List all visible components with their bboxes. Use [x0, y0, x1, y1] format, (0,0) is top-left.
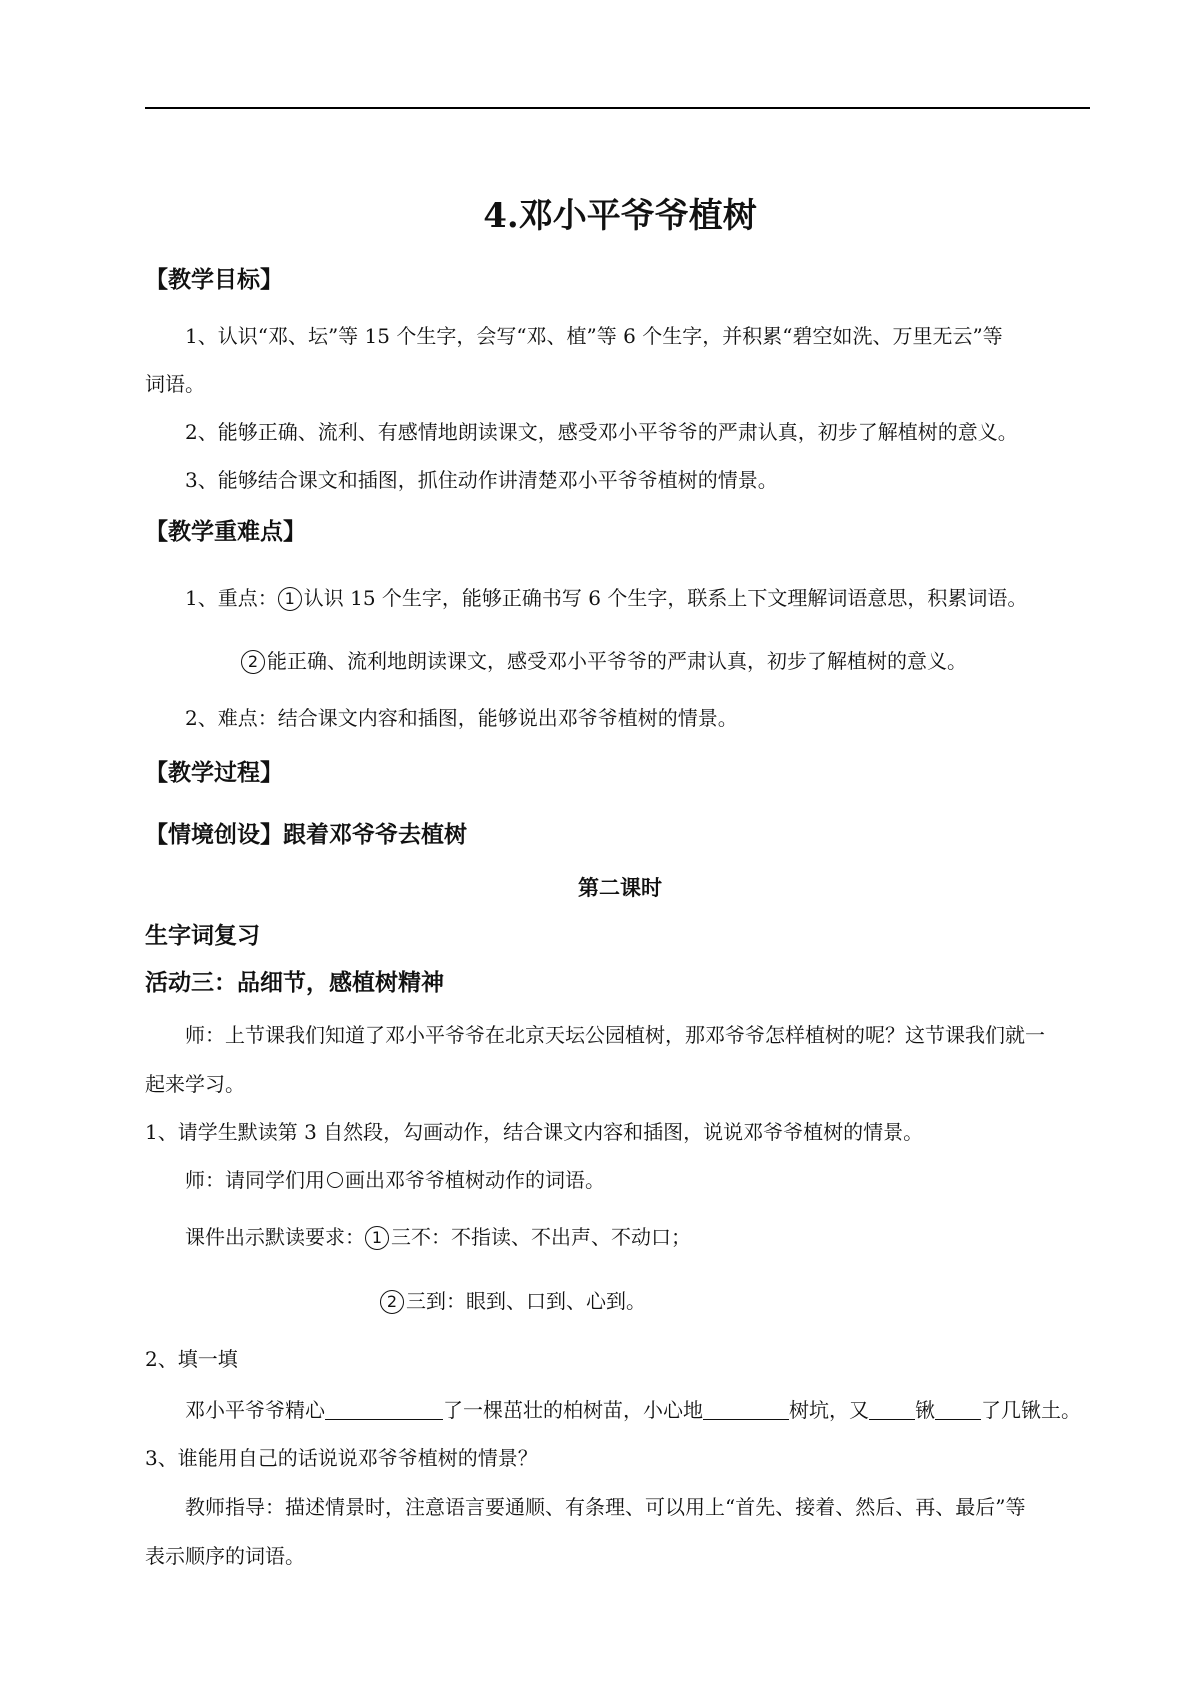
goal-1-line-2: 词语。 [145, 372, 205, 396]
teacher-guide-line-1: 教师指导：描述情景时，注意语言要通顺、有条理、可以用上“首先、接着、然后、再、最后”等 [185, 1495, 1026, 1519]
fill-in-sentence [185, 1396, 1081, 1424]
teacher-intro-line-2: 起来学习。 [145, 1072, 245, 1096]
circled-number-2: 2 [380, 1290, 404, 1314]
activity-three: 活动三：品细节，感植树精神 [145, 970, 444, 996]
teacher-intro-line-1: 师：上节课我们知道了邓小平爷爷在北京天坛公园植树，那邓爷爷怎样植树的呢？这节课我们就一 [185, 1023, 1045, 1047]
fill-blank-2[interactable] [703, 1397, 789, 1420]
fill-text-c: 树坑，又 [789, 1398, 869, 1422]
header-rule [145, 107, 1090, 109]
difficulty-point: 2、难点：结合课文内容和插图，能够说出邓爷爷植树的情景。 [185, 706, 738, 730]
req-text-2: 三到：眼到、口到、心到。 [406, 1289, 646, 1313]
heading-teaching-goals: 【教学目标】 [145, 267, 283, 293]
teacher-guide-line-2: 表示顺序的词语。 [145, 1544, 305, 1568]
lesson-label: 第二课时 [578, 876, 662, 900]
step-1-teacher [185, 1166, 605, 1194]
reading-requirement-2 [380, 1287, 646, 1315]
circle-mark-icon [327, 1172, 343, 1188]
step-1-teacher-a: 师：请同学们用 [185, 1168, 325, 1192]
fill-blank-4[interactable] [935, 1397, 981, 1420]
fill-text-a: 邓小平爷爷精心 [185, 1398, 325, 1422]
fill-text-e: 了几锹土。 [981, 1398, 1081, 1422]
req-prefix: 课件出示默读要求： [185, 1225, 365, 1249]
step-1: 1、请学生默读第 3 自然段，勾画动作，结合课文内容和插图，说说邓爷爷植树的情景。 [145, 1120, 924, 1144]
fill-blank-3[interactable] [869, 1397, 915, 1420]
reading-requirement-1 [185, 1223, 691, 1251]
goal-1-line-1: 1、认识“邓、坛”等 15 个生字，会写“邓、植”等 6 个生字，并积累“碧空如洗、万里无云”等 [185, 324, 1003, 348]
fill-text-d: 锹 [915, 1398, 935, 1422]
scene-setting: 【情境创设】跟着邓爷爷去植树 [145, 822, 467, 848]
key-prefix: 1、重点： [185, 586, 278, 610]
circled-number-1: 1 [278, 587, 302, 611]
key-text-1: 认识 15 个生字，能够正确书写 6 个生字，联系上下文理解词语意思，积累词语。 [303, 586, 1028, 610]
page-title: 4.邓小平爷爷植树 [483, 196, 757, 236]
vocab-review: 生字词复习 [145, 923, 260, 949]
key-point-1 [185, 584, 1027, 612]
fill-text-b: 了一棵茁壮的柏树苗，小心地 [443, 1398, 703, 1422]
step-3: 3、谁能用自己的话说说邓爷爷植树的情景？ [145, 1446, 538, 1470]
fill-blank-1[interactable] [325, 1397, 443, 1420]
key-point-2 [241, 647, 967, 675]
goal-3: 3、能够结合课文和插图，抓住动作讲清楚邓小平爷爷植树的情景。 [185, 468, 778, 492]
key-text-2: 能正确、流利地朗读课文，感受邓小平爷爷的严肃认真，初步了解植树的意义。 [267, 649, 967, 673]
step-2: 2、填一填 [145, 1347, 238, 1371]
circled-number-1: 1 [365, 1226, 389, 1250]
heading-teaching-process: 【教学过程】 [145, 760, 283, 786]
goal-2: 2、能够正确、流利、有感情地朗读课文，感受邓小平爷爷的严肃认真，初步了解植树的意义。 [185, 420, 1018, 444]
heading-key-difficulties: 【教学重难点】 [145, 519, 306, 545]
circled-number-2: 2 [241, 650, 265, 674]
req-text-1: 三不：不指读、不出声、不动口； [391, 1225, 691, 1249]
step-1-teacher-b: 画出邓爷爷植树动作的词语。 [345, 1168, 605, 1192]
